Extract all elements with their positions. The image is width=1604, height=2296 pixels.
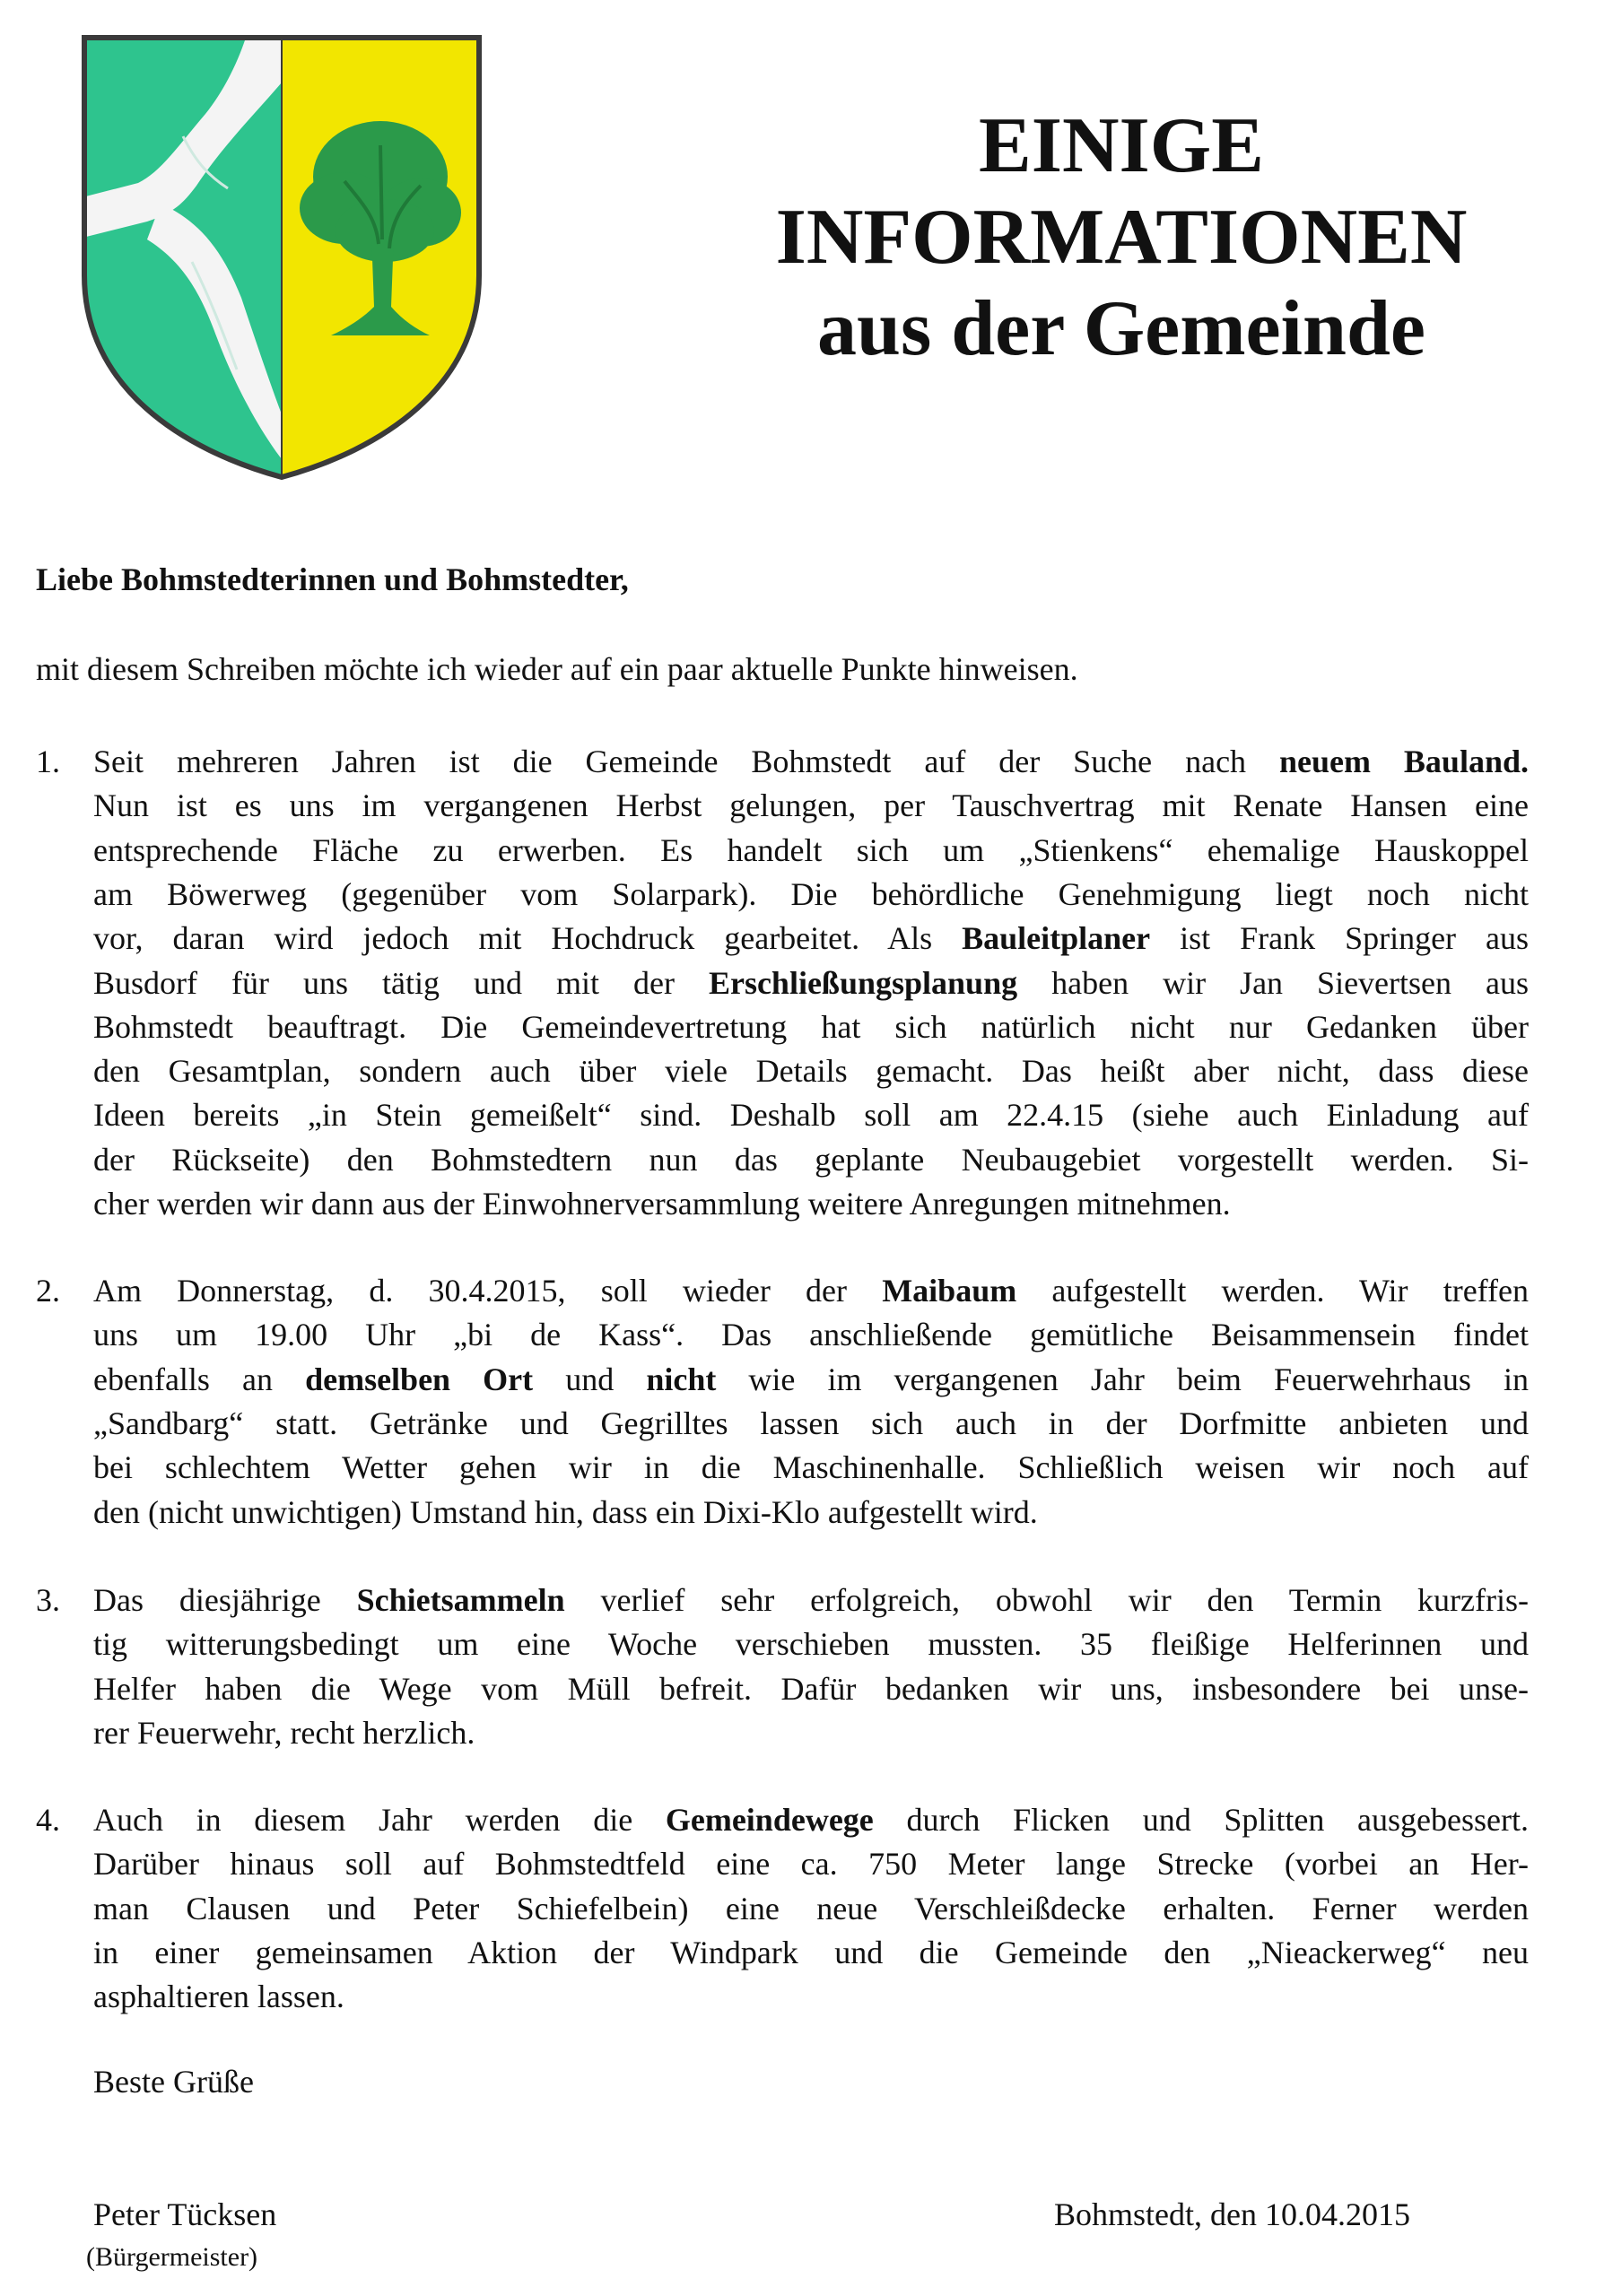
text-run: Helfer haben die Wege vom Müll befreit. Dafür bedanken wir uns, insbesondere bei unse- [93,1670,1529,1707]
text-run: Ideen bereits „in Stein gemeißelt“ sind. Deshalb soll am 22.4.15 (siehe auch Einladung auf [93,1097,1529,1134]
paragraph-line [93,1358,1529,1402]
intro-paragraph: mit diesem Schreiben möchte ich wieder auf ein paar aktuelle Punkte hinweisen. [36,651,1078,687]
paragraph-line [93,1711,1529,1755]
paragraph-line [93,917,1529,961]
paragraph-line [93,961,1529,1005]
text-run: und [533,1361,647,1397]
text-run: bei schlechtem Wetter gehen wir in die Maschinenhalle. Schließlich weisen wir noch auf [93,1449,1529,1486]
paragraph-line [93,1798,1529,1842]
paragraph-line [93,1667,1529,1711]
greeting: Liebe Bohmstedterinnen und Bohmstedter, [36,561,629,597]
text-run: ist Frank Springer aus [1150,920,1530,957]
text-run: asphaltieren lassen. [93,1979,344,2015]
text-run: Nun ist es uns im vergangenen Herbst gelungen, per Tauschvertrag mit Renate Hansen eine [93,787,1529,824]
paragraph-line [93,1269,1529,1313]
text-run: am Böwerweg (gegenüber vom Solarpark). Die behördliche Genehmigung liegt noch nicht [93,875,1529,912]
text-run: Am Donnerstag, d. 30.4.2015, soll wieder der [93,1273,883,1309]
closing-salutation: Beste Grüße [93,2064,254,2100]
list-number: 1. [36,744,60,779]
text-run: entsprechende Fläche zu erwerben. Es handelt sich um „Stienkens“ ehemalige Hauskoppel [93,831,1529,868]
text-run: wie im vergangenen Jahr beim Feuerwehrhaus in [716,1361,1530,1397]
text-run: man Clausen und Peter Schiefelbein) eine neue Verschleißdecke erhalten. Ferner werden [93,1890,1529,1926]
text-run: Busdorf für uns tätig und mit der [93,964,709,1001]
paragraph-line [93,1842,1529,1886]
paragraph-line [93,1093,1529,1137]
document-title [736,100,1507,375]
coat-of-arms-emblem [75,29,488,482]
text-run: den (nicht unwichtigen) Umstand hin, dass ein Dixi-Klo aufgestellt wird. [93,1493,1038,1530]
paragraph-line [93,873,1529,917]
list-number: 3. [36,1582,60,1618]
text-run: Darüber hinaus soll auf Bohmstedtfeld eine ca. 750 Meter lange Strecke (vorbei an Her- [93,1846,1529,1883]
bold-text: neuem Bauland. [1278,744,1529,779]
text-run: Bohmstedt beauftragt. Die Gemeindevertretung hat sich natürlich nicht nur Gedanken über [93,1008,1529,1045]
text-run: uns um 19.00 Uhr „bi de Kass“. Das anschließende gemütliche Beisammensein findet [93,1317,1529,1353]
text-run: Seit mehreren Jahren ist die Gemeinde Bohmstedt auf der Suche nach [93,744,1279,779]
paragraph-line [93,1975,1529,2019]
text-run: vor, daran wird jedoch mit Hochdruck gearbeitet. Als [93,920,963,957]
paragraph-line [93,1446,1529,1490]
text-run: Auch in diesem Jahr werden die [93,1802,666,1838]
bold-text: Maibaum [882,1273,1017,1309]
paragraph-line [93,784,1529,828]
paragraph-line [93,1182,1529,1226]
text-run: ebenfalls an [93,1361,306,1397]
text-run: Das diesjährige [93,1582,357,1618]
paragraph-line [93,1887,1529,1931]
place-date: Bohmstedt, den 10.04.2015 [1054,2196,1410,2232]
paragraph-line [93,1622,1529,1666]
paragraph-line [93,740,1529,784]
text-run: „Sandbarg“ statt. Getränke und Gegrilltes lassen sich auch in der Dorfmitte anbieten und [93,1405,1529,1441]
paragraph-line [93,1138,1529,1182]
paragraph-line [93,1491,1529,1535]
text-run: rer Feuerwehr, recht herzlich. [93,1714,475,1751]
text-run: durch Flicken und Splitten ausgebessert. [873,1802,1529,1838]
paragraph-line [93,1005,1529,1049]
text-run: den Gesamtplan, sondern auch über viele Details gemacht. Das heißt aber nicht, dass diese [93,1053,1529,1090]
text-run: verlief sehr erfolgreich, obwohl wir den Termin kurzfris- [564,1582,1529,1618]
paragraph-line [93,1578,1529,1622]
text-run: der Rückseite) den Bohmstedtern nun das geplante Neubaugebiet vorgestellt werden. Si- [93,1141,1529,1178]
text-run: in einer gemeinsamen Aktion der Windpark und die Gemeinde den „Nieackerweg“ neu [93,1934,1529,1970]
bold-text: nicht [646,1361,717,1397]
paragraph-line [93,1402,1529,1446]
signer-name: Peter Tücksen [93,2196,277,2232]
text-run: tig witterungsbedingt um eine Woche verschieben mussten. 35 fleißige Helferinnen und [93,1626,1529,1663]
list-number: 4. [36,1802,60,1838]
paragraph-line [93,1931,1529,1975]
bold-text: Gemeindewege [665,1802,874,1838]
paragraph-line [93,1313,1529,1357]
bold-text: Schietsammeln [356,1582,565,1618]
list-number: 2. [36,1273,60,1309]
bold-text: Bauleitplaner [962,920,1151,957]
text-run: aufgestellt werden. Wir treffen [1016,1273,1529,1309]
paragraph-line [93,829,1529,873]
signer-role: (Bürgermeister) [86,2242,258,2272]
bold-text: demselben Ort [305,1361,534,1397]
title-line-1: EINIGE [979,102,1264,189]
title-line-3: aus der Gemeinde [817,285,1425,372]
bold-text: Erschließungsplanung [708,964,1018,1001]
text-run: cher werden wir dann aus der Einwohnerversammlung weitere Anregungen mitnehmen. [93,1186,1231,1222]
title-line-2: INFORMATIONEN [775,194,1468,281]
text-run: haben wir Jan Sievertsen aus [1017,964,1529,1001]
paragraph-line [93,1049,1529,1093]
